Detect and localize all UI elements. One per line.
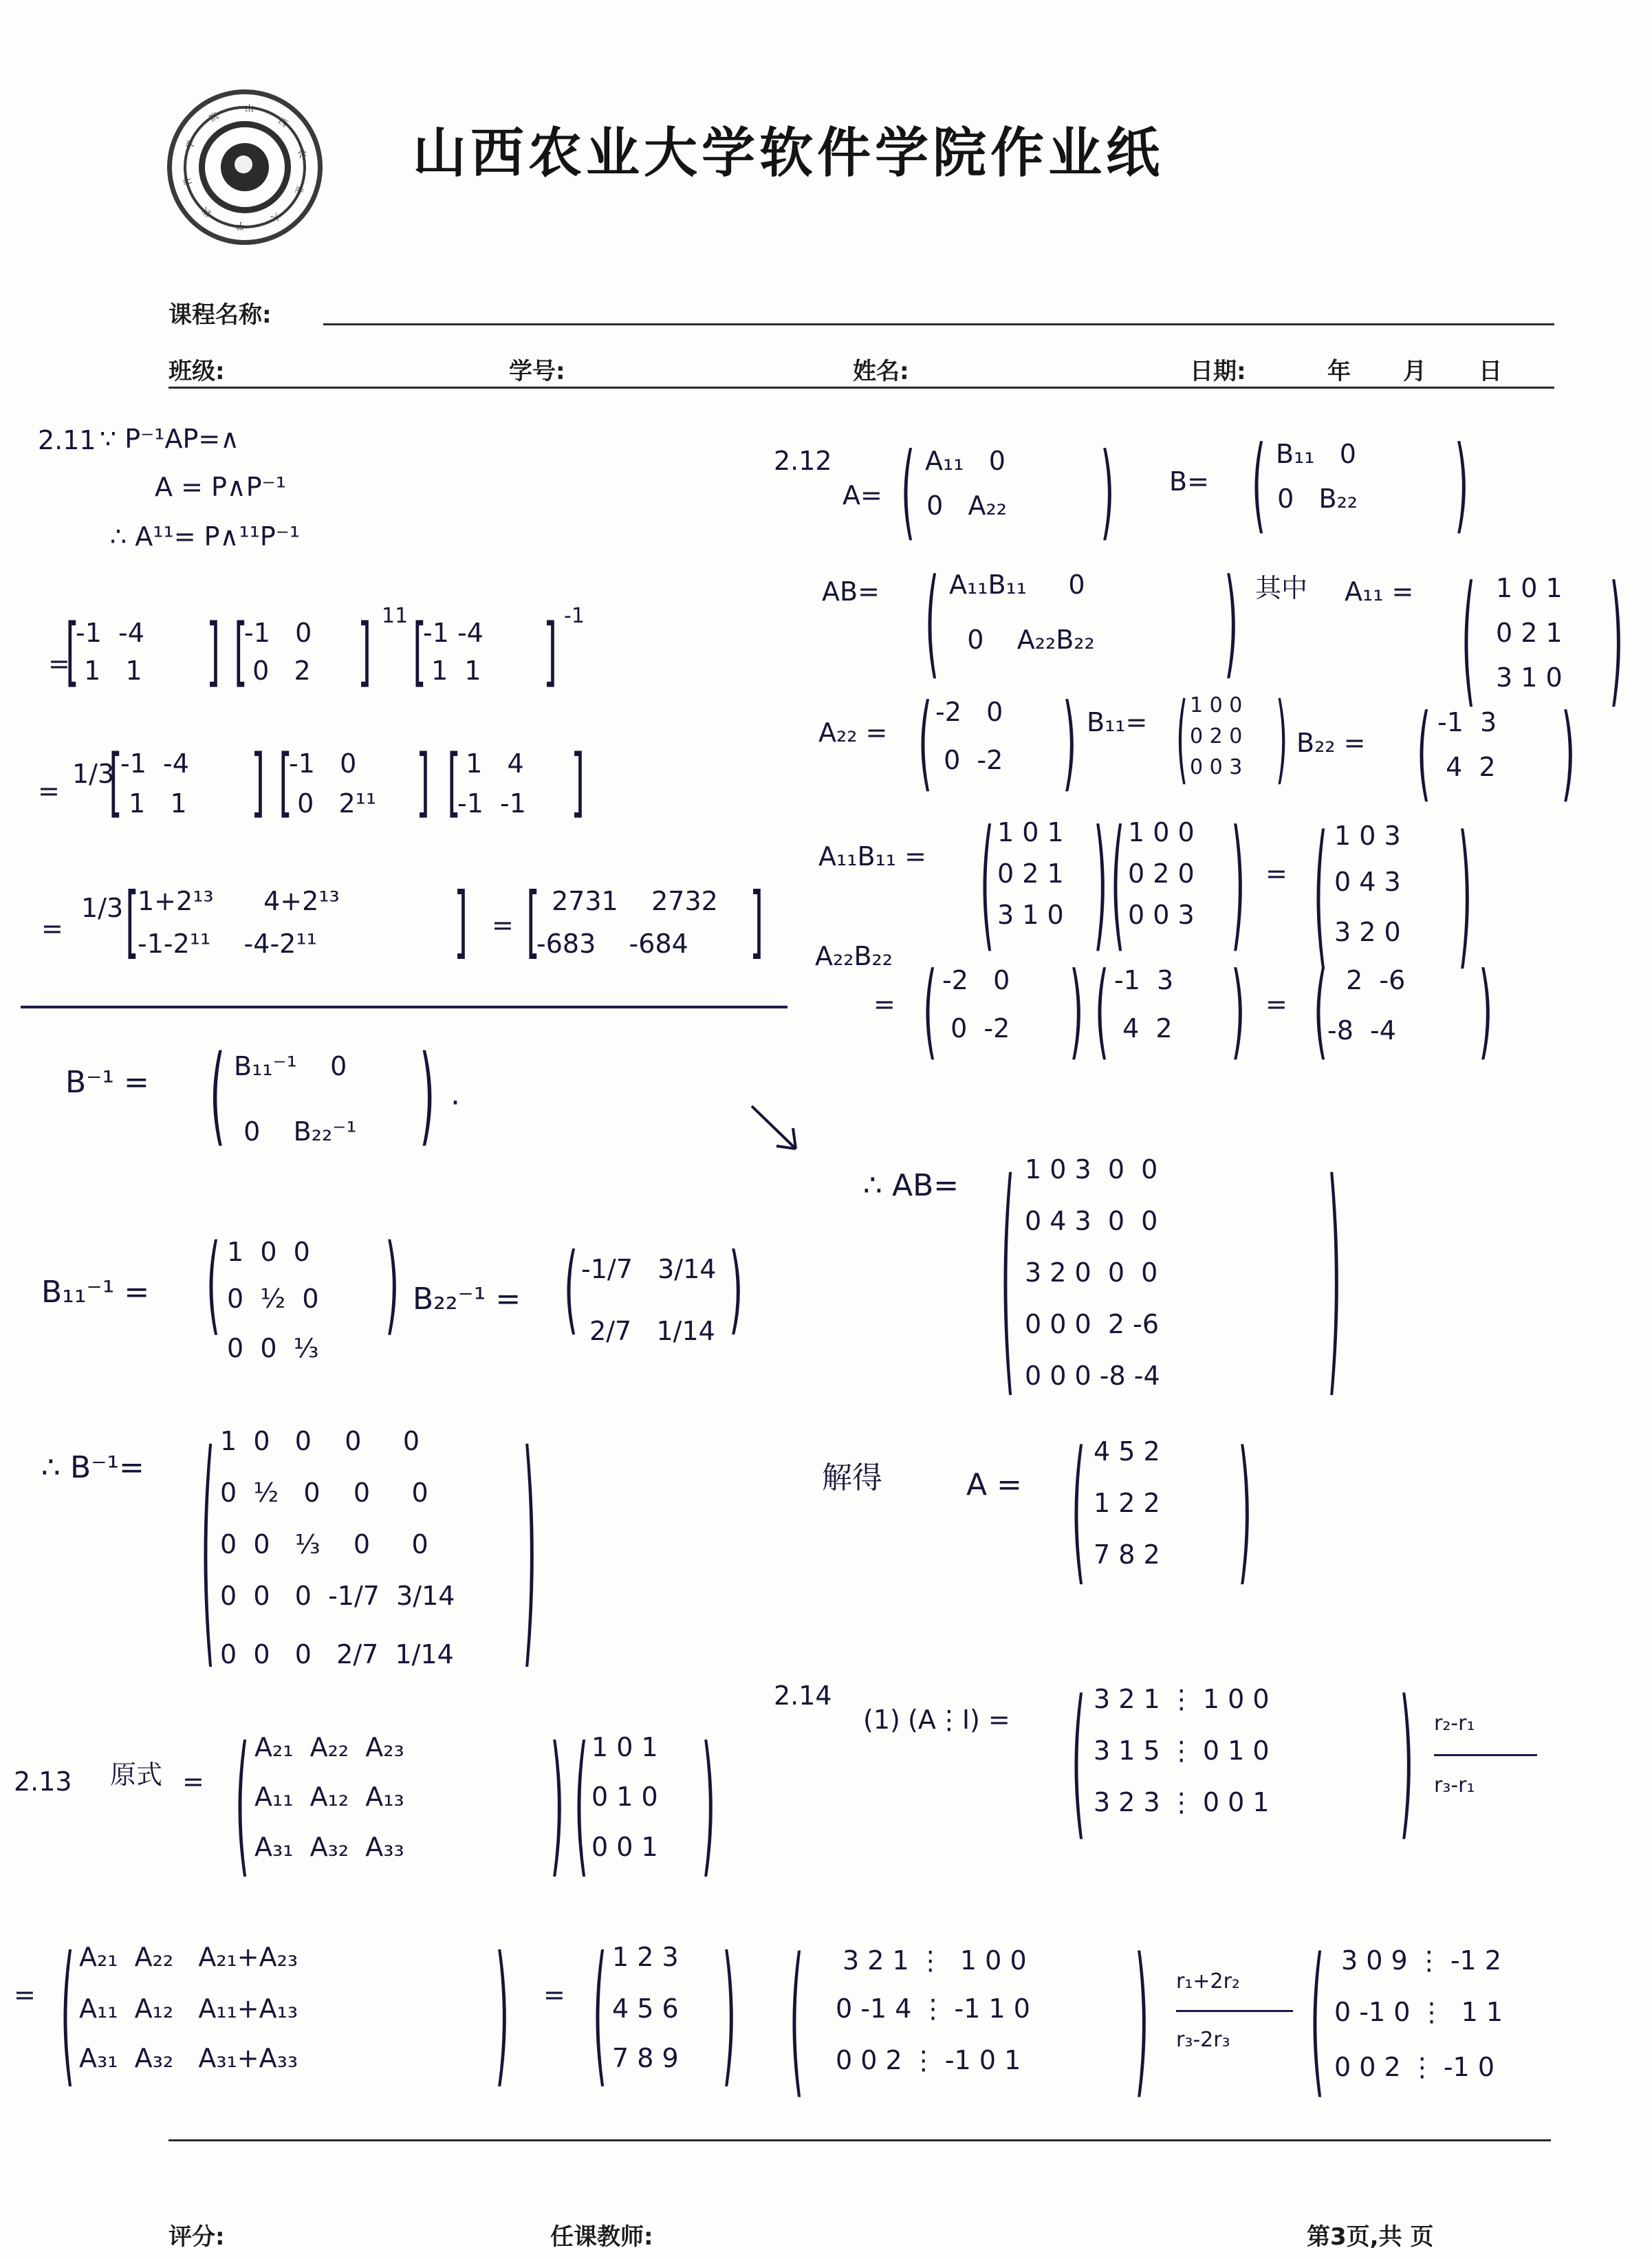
problem-212-b22-row2: 4 2 xyxy=(1437,752,1496,782)
b-inverse-m-row1: B₁₁⁻¹ 0 xyxy=(234,1051,347,1081)
bracket-open-4: [ xyxy=(109,739,123,827)
problem-212-a22b22-m1-row1: -2 0 xyxy=(942,965,1010,995)
paren-close-214-2: ) xyxy=(1135,1926,1149,2117)
problem-213-m4-row2: 4 5 6 xyxy=(612,1993,679,2024)
b-inverse-full-row4: 0 0 0 -1/7 3/14 xyxy=(220,1581,455,1611)
paren-open-214: ( xyxy=(1072,1668,1086,1859)
b11-inverse-row1: 1 0 0 xyxy=(227,1237,310,1267)
bracket-open-8: [ xyxy=(526,877,541,969)
paren-open-a22: ( xyxy=(918,684,933,804)
paren-open-bfull: ( xyxy=(201,1407,215,1696)
problem-213-equals-3: = xyxy=(543,1980,565,2010)
b11-inverse-row3: 0 0 ⅓ xyxy=(227,1333,319,1363)
problem-212-b-row1: B₁₁ 0 xyxy=(1276,439,1356,469)
b-inverse-dot: · xyxy=(450,1085,460,1121)
b11-inverse-row2: 0 ½ 0 xyxy=(227,1284,319,1314)
problem-211-eq2-prefix: = xyxy=(38,776,60,806)
bracket-open-5: [ xyxy=(279,739,293,827)
problem-212-b11-row2: 0 2 0 xyxy=(1190,724,1243,748)
problem-212-ab-label: AB= xyxy=(822,576,880,607)
paren-open-b22inv: ( xyxy=(564,1234,578,1346)
problem-214-op1: r₂-r₁ xyxy=(1434,1711,1475,1736)
problem-212-a22b22-m1-row2: 0 -2 xyxy=(942,1013,1010,1044)
paren-open-213-1: ( xyxy=(235,1717,250,1895)
problem-212-where-label: 其中 xyxy=(1255,573,1308,603)
problem-213-m1-row2: A₁₁ A₁₂ A₁₃ xyxy=(254,1782,404,1812)
problem-212-b-row2: 0 B₂₂ xyxy=(1269,484,1358,514)
problem-213-equals-1: = xyxy=(182,1766,204,1797)
problem-211-eq2-m6-row1: 1 4 xyxy=(457,748,524,779)
solve-a-row1: 4 5 2 xyxy=(1094,1436,1160,1467)
problem-214-m2-row3: 0 0 2 ⋮ -1 0 1 xyxy=(836,2045,1021,2075)
bracket-open-2: [ xyxy=(234,609,248,696)
bracket-close-7: ] xyxy=(454,877,468,969)
paren-close-a11b11-1: ) xyxy=(1094,803,1108,968)
date-month-label: 月 xyxy=(1403,358,1426,385)
problem-212-ab-final-row4: 0 0 0 2 -6 xyxy=(1025,1309,1159,1339)
problem-212-b22-row1: -1 3 xyxy=(1437,707,1497,737)
bracket-open-1: [ xyxy=(65,609,80,696)
bracket-close-3: ] xyxy=(543,609,558,696)
paren-open-a11: ( xyxy=(1461,559,1476,724)
paren-close-213-3: ) xyxy=(495,1927,510,2105)
problem-211-eq1-m3-row1: -1 -4 xyxy=(423,618,483,648)
solve-label: 解得 xyxy=(822,1460,882,1495)
problem-211-eq3-prefix: = xyxy=(41,914,63,944)
problem-212-a11b11-m2-row1: 1 0 0 xyxy=(1128,817,1195,847)
paren-close-binv: ) xyxy=(420,1035,435,1158)
problem-213-m3-row2: A₁₁ A₁₂ A₁₁+A₁₃ xyxy=(79,1993,298,2024)
problem-212-a-row2: 0 A₂₂ xyxy=(918,490,1007,521)
problem-212-a11b11-m2-row3: 0 0 3 xyxy=(1128,900,1195,930)
paren-close-a22b22-2: ) xyxy=(1231,952,1246,1072)
b-inverse-m-row2: 0 B₂₂⁻¹ xyxy=(227,1116,357,1147)
problem-214-op-arrow-1 xyxy=(1434,1754,1537,1756)
problem-213-m2-row1: 1 0 1 xyxy=(591,1732,658,1762)
date-label: 日期: xyxy=(1190,358,1246,385)
paren-close-a22b22-res: ) xyxy=(1479,952,1493,1072)
bracket-close-2: ] xyxy=(358,609,372,696)
paren-open-214-3: ( xyxy=(1310,1926,1325,2117)
paren-open-b11inv: ( xyxy=(206,1224,221,1348)
problem-211-eq3-mid: = xyxy=(492,910,514,940)
problem-214-number: 2.14 xyxy=(774,1680,832,1711)
problem-211-eq2-fraction: 1/3 xyxy=(72,759,115,789)
problem-214-sub: (1) xyxy=(863,1705,900,1735)
b-inverse-full-label: ∴ B⁻¹= xyxy=(41,1450,144,1485)
pointer-arrow-icon xyxy=(746,1101,808,1163)
problem-212-b11-row3: 0 0 3 xyxy=(1190,755,1243,779)
problem-211-eq3-m8-row1: 2731 2732 xyxy=(543,886,718,916)
problem-211-eq3-m7-row1: 1+2¹³ 4+2¹³ xyxy=(138,886,340,916)
problem-212-a11b11-equals: = xyxy=(1265,858,1287,889)
problem-212-ab-final-row3: 3 2 0 0 0 xyxy=(1025,1257,1158,1288)
problem-212-a11b11-res-row3: 3 2 0 xyxy=(1334,917,1401,947)
problem-211-eq1-m3-row2: 1 1 xyxy=(423,656,481,686)
problem-212-a22b22-m2-row2: 4 2 xyxy=(1114,1013,1173,1044)
bracket-open-6: [ xyxy=(447,739,461,827)
problem-213-equals-2: = xyxy=(14,1980,36,2010)
page-number-label: 第3页,共 页 xyxy=(1307,2223,1434,2251)
paren-open-213-3: ( xyxy=(61,1927,75,2105)
paren-open-b11: ( xyxy=(1176,683,1188,796)
paren-close-abfinal: ) xyxy=(1327,1136,1342,1425)
teacher-label: 任课教师: xyxy=(550,2223,653,2251)
problem-214-m2-row2: 0 -1 4 ⋮ -1 1 0 xyxy=(836,1993,1030,2024)
paren-open-213-4: ( xyxy=(593,1927,607,2105)
problem-212-a11-row1: 1 0 1 xyxy=(1496,573,1563,603)
date-day-label: 日 xyxy=(1479,358,1502,385)
problem-213-m3-row1: A₂₁ A₂₂ A₂₁+A₂₃ xyxy=(79,1942,298,1972)
paren-close-bfull: ) xyxy=(523,1407,537,1696)
problem-212-a11-label: A₁₁ = xyxy=(1345,576,1414,607)
problem-211-line1: ∵ P⁻¹AP=∧ xyxy=(100,424,240,454)
problem-212-a11b11-label: A₁₁B₁₁ = xyxy=(818,841,926,872)
problem-214-m3-row2: 0 -1 0 ⋮ 1 1 xyxy=(1334,1997,1503,2027)
bracket-open-7: [ xyxy=(125,877,140,969)
problem-213-m2-row2: 0 1 0 xyxy=(591,1782,658,1812)
course-name-label: 课程名称: xyxy=(169,301,272,329)
b22-inverse-label: B₂₂⁻¹ = xyxy=(413,1282,521,1317)
paren-close-b22: ) xyxy=(1561,694,1576,814)
problem-212-ab-final-label: ∴ AB= xyxy=(863,1168,959,1203)
paren-open-213-2: ( xyxy=(574,1717,589,1895)
problem-214-m2-row1: 3 2 1 ⋮ 1 0 0 xyxy=(843,1945,1027,1976)
paren-close-ab: ) xyxy=(1224,556,1239,693)
university-seal-icon: 山 西 农 业 大 学 软 件 学 院 xyxy=(167,89,332,248)
problem-212-a11-row2: 0 2 1 xyxy=(1496,618,1563,648)
problem-211-line2: A = P∧P⁻¹ xyxy=(155,472,286,502)
paren-open-b22: ( xyxy=(1417,694,1431,814)
page-header xyxy=(0,83,1652,241)
paren-close-213-2: ) xyxy=(702,1717,716,1895)
solve-a-label: A = xyxy=(966,1467,1022,1502)
problem-212-a-label: A= xyxy=(843,480,882,510)
problem-213-cn-label: 原式 xyxy=(110,1760,163,1790)
paren-open-a: ( xyxy=(901,433,915,553)
bracket-open-3: [ xyxy=(413,609,427,696)
paren-open-a11b11-1: ( xyxy=(980,803,995,968)
problem-214-op4: r₃-2r₃ xyxy=(1176,2028,1230,2052)
problem-214-op3: r₁+2r₂ xyxy=(1176,1969,1240,1993)
paren-close-b: ) xyxy=(1455,426,1469,546)
problem-211-eq2-m5-row2: 0 2¹¹ xyxy=(289,788,377,819)
paren-open-ab: ( xyxy=(925,556,939,693)
solve-a-row3: 7 8 2 xyxy=(1094,1539,1160,1570)
name-label: 姓名: xyxy=(853,358,909,385)
problem-213-m4-row1: 1 2 3 xyxy=(612,1942,679,1972)
paren-open-a11b11-2: ( xyxy=(1111,803,1125,968)
problem-212-a11b11-m1-row1: 1 0 1 xyxy=(997,817,1064,847)
bracket-close-1: ] xyxy=(206,609,221,696)
problem-212-a11b11-res-row1: 1 0 3 xyxy=(1334,821,1401,851)
b-inverse-full-row1: 1 0 0 0 0 xyxy=(220,1426,420,1456)
problem-212-a22-label: A₂₂ = xyxy=(818,717,888,748)
bracket-close-5: ] xyxy=(416,739,431,827)
b-inverse-full-row2: 0 ½ 0 0 0 xyxy=(220,1478,428,1508)
problem-211-eq2-m4-row1: -1 -4 xyxy=(120,748,189,779)
problem-211-eq3-m8-row2: -683 -684 xyxy=(536,929,688,959)
problem-212-a11-row3: 3 1 0 xyxy=(1496,662,1563,693)
problem-214-m-row1: 3 2 1 ⋮ 1 0 0 xyxy=(1094,1684,1270,1714)
problem-214-m-row3: 3 2 3 ⋮ 0 0 1 xyxy=(1094,1787,1270,1817)
problem-211-eq2-m6-row2: -1 -1 xyxy=(457,788,526,819)
paren-close-a11b11-res: ) xyxy=(1458,806,1472,988)
problem-212-a22b22-label: A₂₂B₂₂ xyxy=(815,941,893,971)
paren-close-a22: ) xyxy=(1063,684,1077,804)
problem-212-a22b22-equals-2: = xyxy=(1265,989,1287,1019)
paren-open-a22b22-2: ( xyxy=(1095,952,1109,1072)
paren-open-b: ( xyxy=(1252,426,1266,546)
paren-open-214-2: ( xyxy=(790,1926,804,2117)
problem-212-a22b22-equals: = xyxy=(873,989,895,1019)
problem-212-a11b11-m2-row2: 0 2 0 xyxy=(1128,858,1195,889)
problem-211-eq1-m3-exponent: -1 xyxy=(564,604,585,628)
problem-212-number: 2.12 xyxy=(774,446,832,476)
header-bottom-rule xyxy=(169,387,1554,389)
b22-inverse-row1: -1/7 3/14 xyxy=(581,1254,717,1284)
problem-214-label: (A⋮I) = xyxy=(908,1705,1010,1735)
section-divider xyxy=(21,1006,787,1008)
problem-211-number: 2.11 xyxy=(38,425,96,455)
problem-212-a22b22-res-row2: -8 -4 xyxy=(1327,1015,1396,1046)
problem-213-m1-row1: A₂₁ A₂₂ A₂₃ xyxy=(254,1732,404,1762)
problem-211-line3: ∴ A¹¹= P∧¹¹P⁻¹ xyxy=(110,521,301,552)
problem-211-eq2-m5-row1: -1 0 xyxy=(289,748,357,779)
paren-close-b11: ) xyxy=(1276,683,1288,796)
problem-211-eq1-m1-row2: 1 1 xyxy=(76,656,142,686)
problem-211-eq1-m1-row1: -1 -4 xyxy=(76,618,144,648)
problem-212-ab-row1: A₁₁B₁₁ 0 xyxy=(949,570,1085,600)
b-inverse-label: B⁻¹ = xyxy=(65,1065,149,1100)
paren-close-a11: ) xyxy=(1609,559,1624,724)
paren-close-solve-a: ) xyxy=(1238,1421,1252,1603)
problem-212-a22b22-m2-row1: -1 3 xyxy=(1114,965,1174,995)
problem-211-eq1-m2-exponent: 11 xyxy=(382,604,409,628)
solve-a-row2: 1 2 2 xyxy=(1094,1488,1160,1518)
paren-open-a22b22-res: ( xyxy=(1314,952,1328,1072)
problem-212-a22-row2: 0 -2 xyxy=(935,745,1003,775)
page-title: 山西农业大学软件学院作业纸 xyxy=(413,122,1164,184)
footer-rule xyxy=(169,2139,1551,2141)
problem-212-b11-row1: 1 0 0 xyxy=(1190,693,1243,717)
paren-open-solve-a: ( xyxy=(1072,1421,1086,1603)
problem-212-a11b11-m1-row3: 3 1 0 xyxy=(997,900,1064,930)
paren-open-abfinal: ( xyxy=(1001,1136,1015,1425)
student-id-label: 学号: xyxy=(509,358,565,385)
paren-open-a22b22-1: ( xyxy=(923,952,937,1072)
problem-212-a11b11-m1-row2: 0 2 1 xyxy=(997,858,1064,889)
class-label: 班级: xyxy=(169,358,225,385)
problem-211-eq1-m2-row2: 0 2 xyxy=(244,656,311,686)
bracket-close-4: ] xyxy=(251,739,265,827)
problem-212-a22-row1: -2 0 xyxy=(935,697,1003,727)
problem-212-ab-final-row2: 0 4 3 0 0 xyxy=(1025,1206,1158,1236)
b-inverse-full-row5: 0 0 0 2/7 1/14 xyxy=(220,1639,454,1669)
b22-inverse-row2: 2/7 1/14 xyxy=(581,1316,715,1346)
problem-214-m3-row3: 0 0 2 ⋮ -1 0 xyxy=(1334,2052,1495,2082)
problem-213-m1-row3: A₃₁ A₃₂ A₃₃ xyxy=(254,1832,404,1862)
paren-close-b11inv: ) xyxy=(385,1224,400,1348)
date-year-label: 年 xyxy=(1327,358,1351,385)
problem-212-b-label: B= xyxy=(1169,466,1209,497)
problem-214-op2: r₃-r₁ xyxy=(1434,1773,1475,1797)
problem-211-eq1-m2-row1: -1 0 xyxy=(244,618,312,648)
paren-close-a11b11-2: ) xyxy=(1231,803,1246,968)
problem-214-op-arrow-2 xyxy=(1176,2010,1293,2012)
problem-213-m4-row3: 7 8 9 xyxy=(612,2043,679,2073)
problem-212-ab-row2: 0 A₂₂B₂₂ xyxy=(942,625,1095,655)
paren-close-213-4: ) xyxy=(722,1927,737,2105)
paren-close-214: ) xyxy=(1400,1668,1414,1859)
problem-211-eq3-fraction: 1/3 xyxy=(81,893,124,923)
paren-close-b22inv: ) xyxy=(729,1234,743,1346)
bracket-close-8: ] xyxy=(750,877,764,969)
b-inverse-full-row3: 0 0 ⅓ 0 0 xyxy=(220,1529,428,1559)
problem-212-a22b22-res-row1: 2 -6 xyxy=(1338,965,1406,995)
bracket-close-6: ] xyxy=(571,739,585,827)
paren-open-binv: ( xyxy=(210,1035,226,1158)
problem-212-a11b11-res-row2: 0 4 3 xyxy=(1334,867,1401,897)
problem-212-b11-label: B₁₁= xyxy=(1087,707,1148,737)
problem-211-eq3-m7-row2: -1-2¹¹ -4-2¹¹ xyxy=(138,929,317,959)
problem-214-m-row2: 3 1 5 ⋮ 0 1 0 xyxy=(1094,1736,1270,1766)
problem-213-m3-row3: A₃₁ A₃₂ A₃₁+A₃₃ xyxy=(79,2043,298,2073)
score-label: 评分: xyxy=(169,2223,225,2251)
course-name-rule xyxy=(323,323,1554,325)
b11-inverse-label: B₁₁⁻¹ = xyxy=(41,1275,150,1310)
problem-211-eq2-m4-row2: 1 1 xyxy=(120,788,187,819)
paren-open-a11b11-res: ( xyxy=(1314,806,1328,988)
paren-close-a22b22-1: ) xyxy=(1069,952,1084,1072)
problem-213-m2-row3: 0 0 1 xyxy=(591,1832,658,1862)
problem-212-ab-final-row5: 0 0 0 -8 -4 xyxy=(1025,1361,1160,1391)
problem-211-eq1-prefix: = xyxy=(48,649,70,679)
problem-212-a-row1: A₁₁ 0 xyxy=(925,446,1006,476)
problem-212-ab-final-row1: 1 0 3 0 0 xyxy=(1025,1154,1158,1185)
problem-212-b22-label: B₂₂ = xyxy=(1296,728,1366,758)
problem-213-number: 2.13 xyxy=(14,1766,72,1797)
problem-214-m3-row1: 3 0 9 ⋮ -1 2 xyxy=(1341,1945,1501,1976)
paren-close-213-1: ) xyxy=(550,1717,565,1895)
paren-close-a: ) xyxy=(1100,433,1115,553)
